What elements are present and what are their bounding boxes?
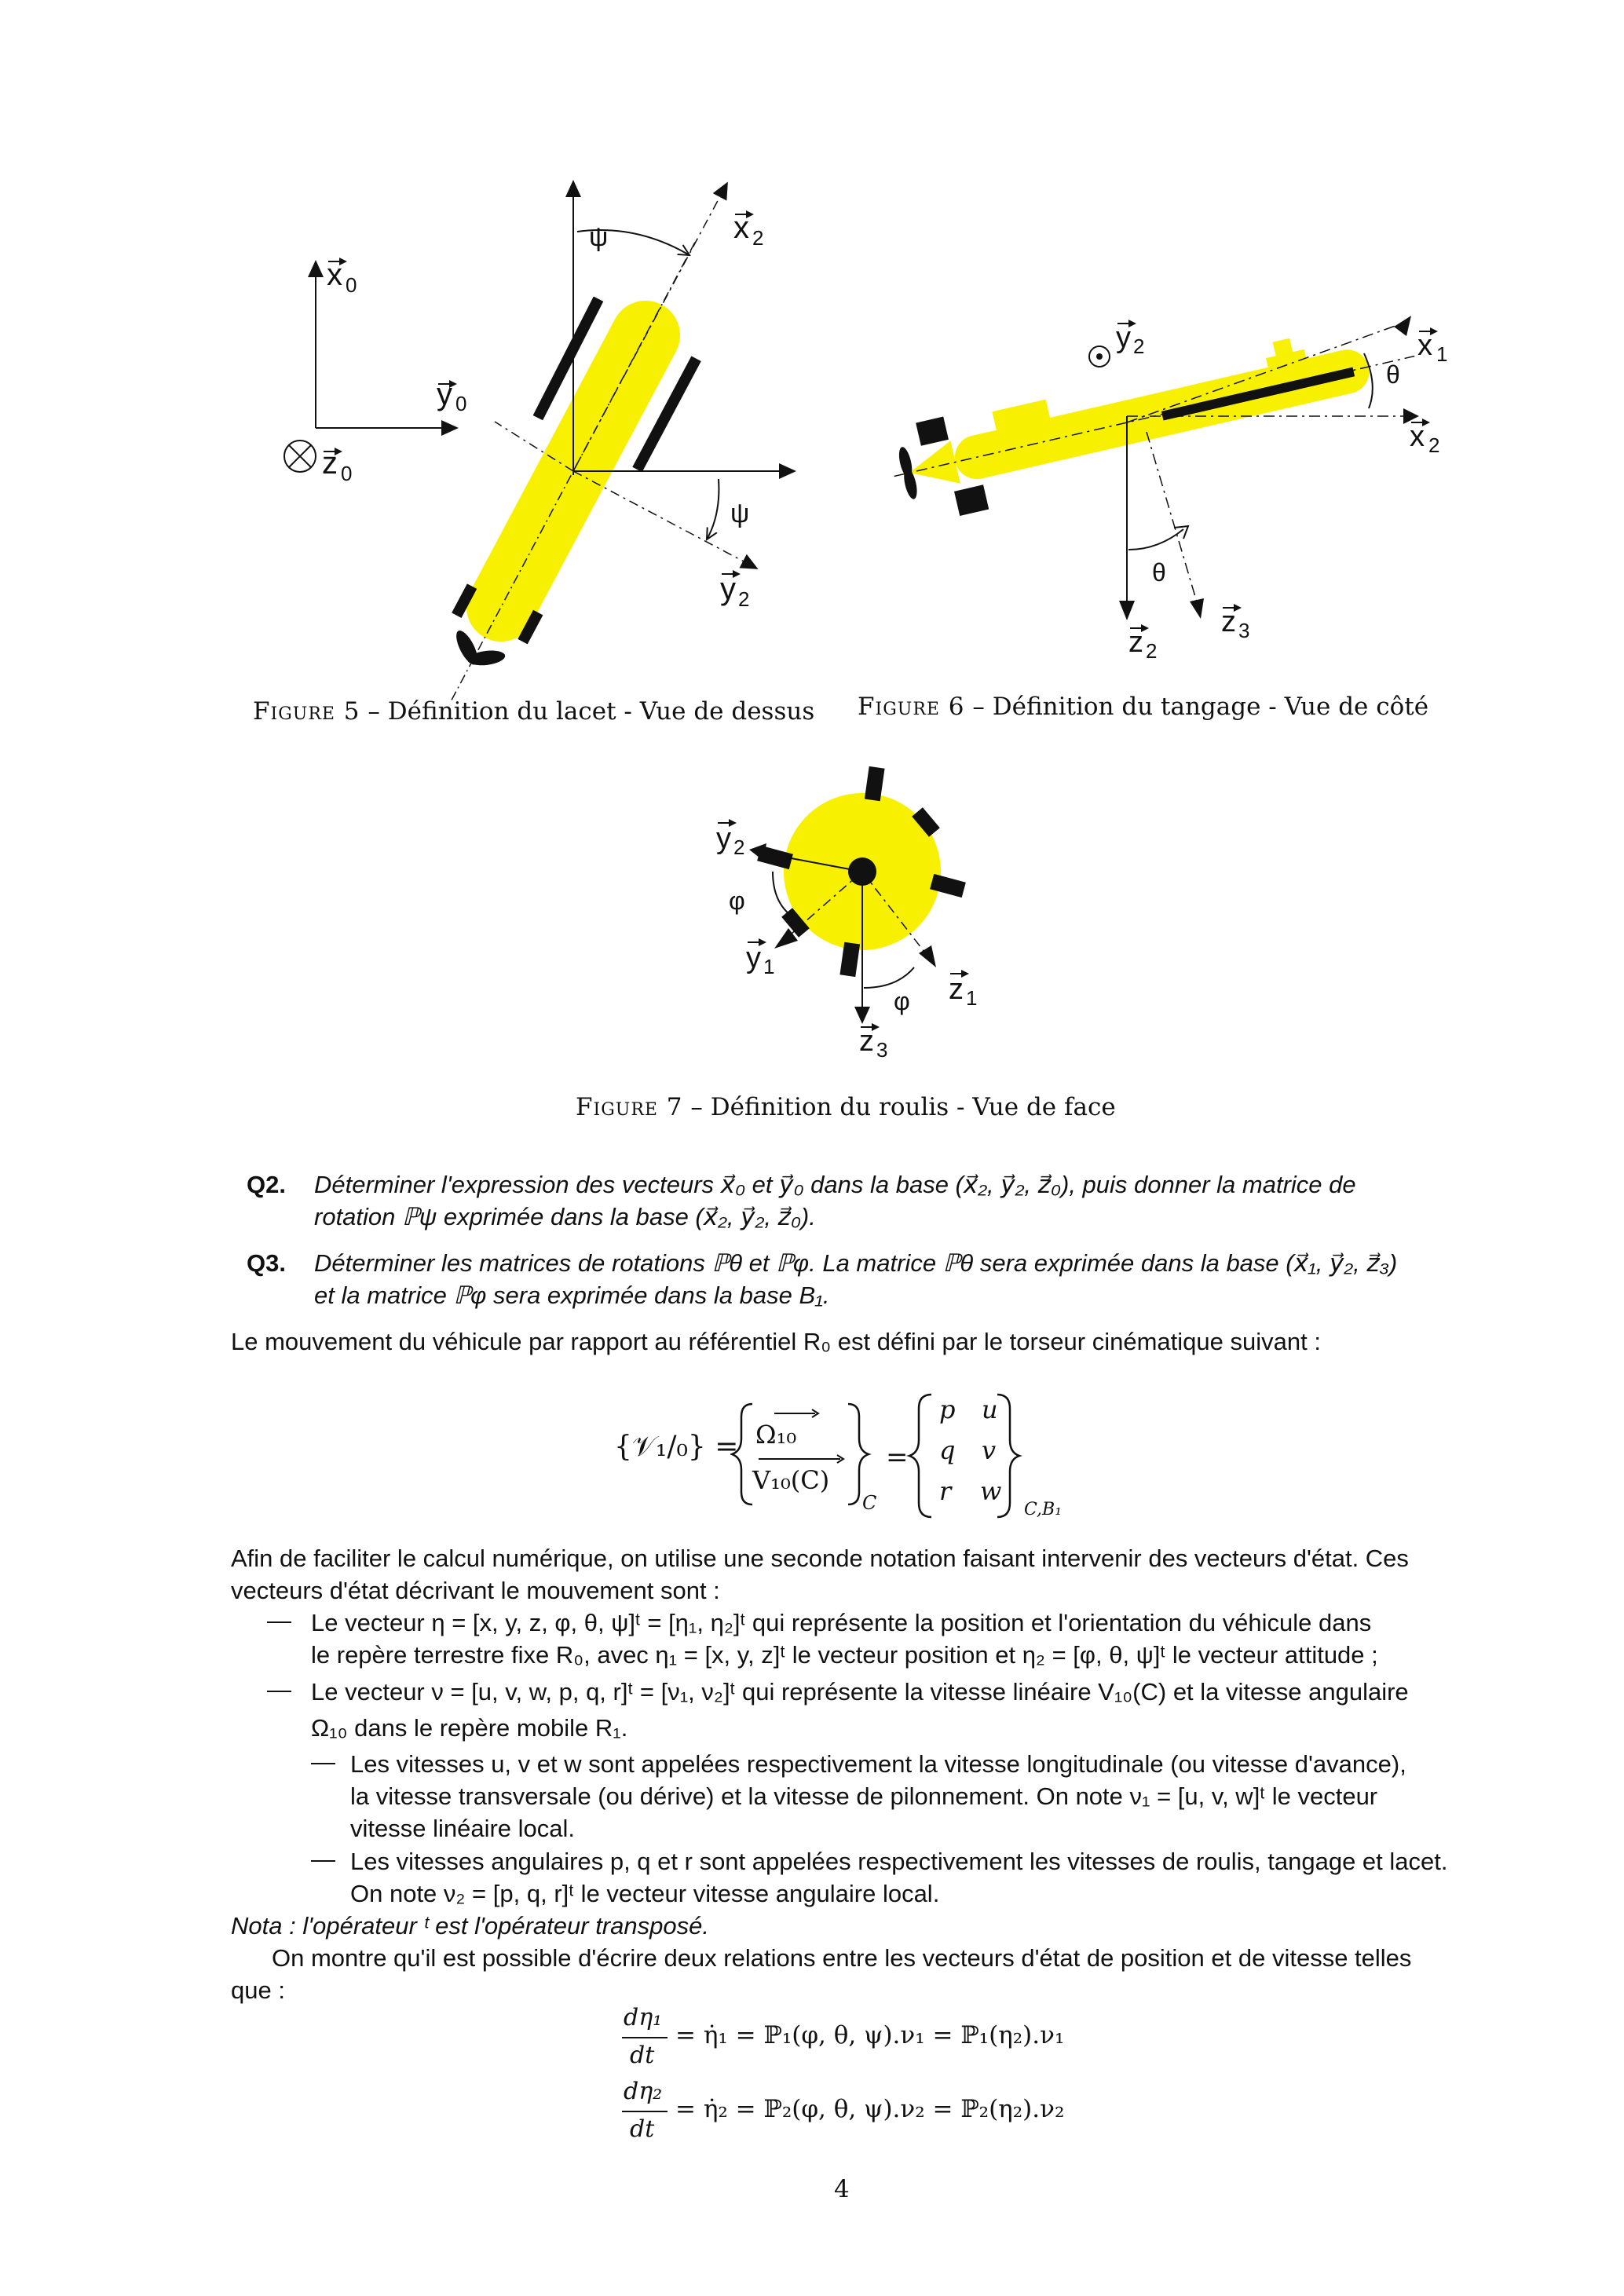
question-q3-line-2: et la matrice ℙφ sera exprimée dans la base B₁. — [314, 1281, 830, 1309]
vehicle-side-view — [883, 310, 1426, 528]
label-theta-right: θ — [1386, 360, 1400, 389]
bullet-nu-line-2: Ω₁₀ dans le repère mobile R₁. — [311, 1714, 628, 1742]
torseur-omega: Ω₁₀ — [755, 1420, 797, 1450]
figure-6-caption-text: – Définition du tangage - Vue de côté — [964, 693, 1429, 721]
label-y1-sub: 1 — [763, 955, 775, 978]
bullet-eta-line-2: le repère terrestre fixe R₀, avec η₁ = [x, y, z]ᵗ le vecteur position et η₂ = [φ, θ, ψ]ᵗ le vecteur attitude ; — [311, 1641, 1378, 1669]
figure-5-yaw-diagram — [259, 169, 825, 703]
figure-5-caption-label: Figure 5 — [253, 697, 360, 726]
figure-5-caption — [253, 697, 814, 726]
label-y2-sub: 2 — [733, 835, 745, 859]
psi-arc-right — [707, 479, 719, 539]
label-z1: z — [949, 973, 964, 1006]
label-x2: x — [1410, 420, 1425, 453]
label-y2-sub: 2 — [738, 587, 750, 611]
label-psi-top: ψ — [589, 222, 609, 252]
paragraph-torseur-intro: Le mouvement du véhicule par rapport au référentiel R₀ est défini par le torseur cinématique suivant : — [231, 1328, 1321, 1355]
paragraph-relations-1: On montre qu'il est possible d'écrire deux relations entre les vecteurs d'état de position et de vitesse telles — [272, 1944, 1412, 1972]
torseur-brackets — [730, 1390, 1139, 1523]
paragraph-state-vectors-2: vecteurs d'état décrivant le mouvement sont : — [231, 1577, 720, 1604]
label-y0: y — [437, 377, 452, 411]
figure-7-caption — [576, 1093, 1116, 1121]
bullet-dash-1: — — [267, 1607, 291, 1634]
sub-bullet-dash-1: — — [311, 1748, 335, 1775]
figure-7-caption-label: Figure 7 — [576, 1093, 683, 1121]
label-z3-sub: 3 — [876, 1038, 888, 1060]
figure-5-caption-text: – Définition du lacet - Vue de dessus — [360, 697, 815, 726]
label-z0-sub: 0 — [341, 462, 353, 485]
question-q2-number: Q2. — [247, 1171, 286, 1198]
equation-eta2-denominator: dt — [630, 2115, 655, 2143]
label-x2: x — [733, 210, 749, 245]
bullet-dash-2: — — [267, 1676, 291, 1703]
phi-arc-bottom — [864, 967, 914, 988]
label-phi-bottom: φ — [894, 987, 910, 1015]
nota-transpose: Nota : l'opérateur ᵗ est l'opérateur transposé. — [231, 1912, 709, 1940]
label-x0: x — [327, 258, 342, 292]
label-x2-sub: 2 — [752, 226, 764, 250]
question-q2-line-1: Déterminer l'expression des vecteurs x⃗₀ et y⃗₀ dans la base (x⃗₂, y⃗₂, z⃗₀), puis donner la matrice de — [314, 1171, 1356, 1198]
torseur-lhs: {𝒱₁/₀} = — [614, 1431, 739, 1463]
label-x0-sub: 0 — [346, 273, 357, 297]
question-q3-line-1: Déterminer les matrices de rotations ℙθ et ℙφ. La matrice ℙθ sera exprimée dans la base (x⃗₁, y⃗₂, z⃗₃) — [314, 1249, 1398, 1277]
z0-into-page-icon — [284, 441, 316, 472]
equation-eta2-rhs: = η̇₂ = ℙ₂(φ, θ, ψ).ν₂ = ℙ₂(η₂).ν₂ — [675, 2095, 1065, 2123]
label-x1: x — [1417, 329, 1432, 362]
torseur-basis: C,B₁ — [1024, 1500, 1063, 1519]
equation-eta1-rhs: = η̇₁ = ℙ₁(φ, θ, ψ).ν₁ = ℙ₁(η₂).ν₁ — [675, 2021, 1065, 2049]
vehicle-top-view — [395, 212, 749, 703]
torseur-w: w — [980, 1476, 1002, 1506]
figure-7-caption-text: – Définition du roulis - Vue de face — [682, 1093, 1116, 1121]
label-z2: z — [1128, 626, 1143, 659]
torseur-v: v — [982, 1435, 997, 1465]
label-y2: y — [720, 572, 736, 606]
label-psi-right: ψ — [730, 499, 750, 528]
label-y2-sub: 2 — [1133, 335, 1145, 358]
label-z3: z — [1221, 605, 1236, 638]
page-number: 4 — [834, 2175, 850, 2203]
question-q2-line-2: rotation ℙψ exprimée dans la base (x⃗₂, y⃗₂, z⃗₀). — [314, 1203, 816, 1230]
theta-arc-bottom — [1128, 529, 1183, 550]
label-x1-sub: 1 — [1436, 342, 1448, 366]
question-q2 — [247, 1168, 1547, 1233]
label-y2: y — [716, 822, 731, 855]
figure-6-caption-label: Figure 6 — [858, 693, 965, 721]
label-y1: y — [746, 941, 761, 974]
sub-bullet-angular-line-1: Les vitesses angulaires p, q et r sont appelées respectivement les vitesses de roulis, tangage et lacet. — [350, 1848, 1448, 1875]
figure-6-pitch-diagram — [844, 306, 1472, 675]
torseur-equals: = — [886, 1442, 909, 1473]
torseur-point: C — [862, 1492, 877, 1514]
label-z3-sub: 3 — [1238, 619, 1250, 642]
sub-bullet-linear-line-2: la vitesse transversale (ou dérive) et la vitesse de pilonnement. On note ν₁ = [u, v, w]ᵗ le vecteur — [350, 1782, 1378, 1810]
sub-bullet-angular-line-2: On note ν₂ = [p, q, r]ᵗ le vecteur vitesse angulaire local. — [350, 1880, 940, 1907]
torseur-p: p — [939, 1395, 956, 1424]
label-theta-bottom: θ — [1152, 558, 1166, 587]
figure-7-roll-diagram — [691, 762, 1021, 1060]
label-z2-sub: 2 — [1146, 639, 1158, 663]
torseur-q: q — [939, 1435, 956, 1465]
equation-eta1-denominator: dt — [630, 2042, 655, 2069]
sub-bullet-linear-line-1: Les vitesses u, v et w sont appelées respectivement la vitesse longitudinale (ou vitesse d'avance), — [350, 1750, 1406, 1778]
question-q3-number: Q3. — [247, 1249, 286, 1277]
paragraph-relations-2: que : — [231, 1976, 285, 2004]
bullet-nu-line-1: Le vecteur ν = [u, v, w, p, q, r]ᵗ = [ν₁, ν₂]ᵗ qui représente la vitesse linéaire V₁₀(C) et la vitesse angulaire — [311, 1678, 1409, 1706]
paragraph-state-vectors-1: Afin de faciliter le calcul numérique, on utilise une seconde notation faisant intervenir des vecteurs d'état. Ces — [231, 1545, 1409, 1572]
sub-bullet-dash-2: — — [311, 1845, 335, 1873]
torseur-u: u — [982, 1395, 998, 1424]
label-z0: z — [322, 446, 338, 481]
label-x2-sub: 2 — [1428, 433, 1440, 457]
figure-6-caption — [858, 693, 1428, 721]
label-y0-sub: 0 — [455, 392, 467, 415]
torseur-r: r — [939, 1476, 952, 1506]
label-z1-sub: 1 — [966, 986, 978, 1010]
label-phi-left: φ — [729, 887, 745, 915]
sub-bullet-linear-line-3: vitesse linéaire local. — [350, 1815, 576, 1842]
torseur-velocity: V₁₀(C) — [752, 1465, 830, 1495]
equation-eta1-numerator: dη₁ — [624, 2004, 663, 2031]
equation-eta1-fraction-bar — [622, 2037, 668, 2038]
label-z3: z — [859, 1025, 874, 1058]
equation-eta2-numerator: dη₂ — [624, 2078, 663, 2105]
question-q3 — [247, 1247, 1547, 1311]
y2-out-of-page-icon — [1089, 346, 1110, 367]
equation-eta2-fraction-bar — [622, 2111, 668, 2112]
label-y2: y — [1116, 321, 1131, 354]
bullet-eta-line-1: Le vecteur η = [x, y, z, φ, θ, ψ]ᵗ = [η₁, η₂]ᵗ qui représente la position et l'orientation du véhicule dans — [311, 1609, 1372, 1636]
